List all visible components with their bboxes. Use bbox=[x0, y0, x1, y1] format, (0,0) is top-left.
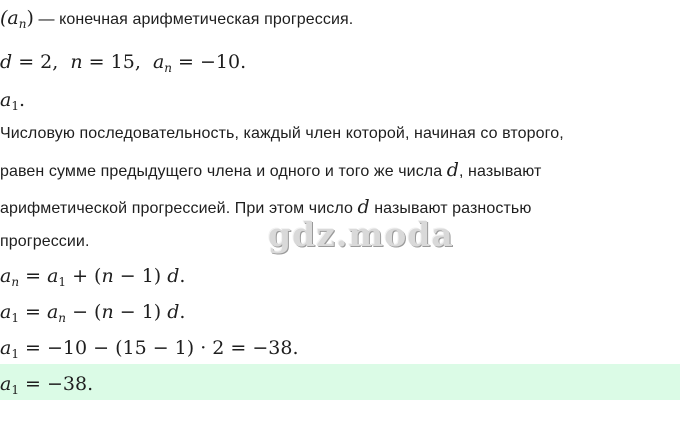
formula1-a1: a bbox=[47, 265, 59, 287]
find-sub: 1 bbox=[11, 99, 19, 113]
definition-line-2-var: d bbox=[446, 159, 459, 181]
intro-a: (a bbox=[0, 7, 19, 29]
given-d: d bbox=[0, 51, 13, 73]
definition-line-4: прогрессии. bbox=[0, 233, 90, 250]
formula1-lhs: a bbox=[0, 265, 12, 287]
answer-lhs-sub: 1 bbox=[11, 383, 19, 397]
definition-line-2 bbox=[0, 158, 541, 182]
formula2-n: n bbox=[101, 301, 114, 323]
formula2-d: d bbox=[167, 301, 180, 323]
formula1-end: . bbox=[179, 265, 186, 287]
definition-line-3-after: называют разностью bbox=[369, 200, 532, 217]
find-line bbox=[0, 88, 25, 118]
definition-line-2-before: равен сумме предыдущего члена и одного и того же числа bbox=[0, 163, 447, 180]
given-a: a bbox=[152, 51, 165, 73]
given-a-sub: n bbox=[164, 61, 172, 75]
formula1-eq: = bbox=[19, 265, 48, 287]
formula3-lhs-sub: 1 bbox=[11, 347, 19, 361]
answer-line bbox=[0, 372, 93, 402]
formula1-lhs-sub: n bbox=[11, 275, 20, 289]
formula-calculation bbox=[0, 336, 299, 366]
intro-close: ) bbox=[26, 7, 34, 29]
formula1-n: n bbox=[101, 265, 114, 287]
formula-first-term bbox=[0, 300, 185, 330]
formula1-a1-sub: 1 bbox=[58, 275, 67, 289]
given-line bbox=[0, 50, 246, 80]
definition-line-2-after: , называют bbox=[458, 163, 542, 180]
answer-lhs: a bbox=[0, 373, 12, 395]
formula3-rhs: = −10 − (15 − 1) · 2 = −38. bbox=[18, 337, 299, 359]
intro-line bbox=[0, 6, 353, 36]
formula1-mid: − 1) bbox=[113, 265, 168, 287]
given-a-value: = −10. bbox=[172, 51, 247, 73]
formula2-an-sub: n bbox=[58, 311, 67, 325]
intro-text: — конечная арифметическая прогрессия. bbox=[33, 11, 354, 28]
intro-sub: n bbox=[18, 17, 27, 31]
formula2-an: a bbox=[46, 301, 59, 323]
given-d-value: = 2, bbox=[12, 51, 71, 73]
definition-line-3-before: арифметической прогрессией. При этом число bbox=[0, 200, 358, 217]
answer-highlight bbox=[0, 364, 680, 400]
find-dot: . bbox=[18, 89, 26, 111]
definition-line-3-var: d bbox=[357, 196, 370, 218]
given-n-value: = 15, bbox=[82, 51, 153, 73]
find-a: a bbox=[0, 89, 12, 111]
formula2-lhs: a bbox=[0, 301, 12, 323]
formula-general-term bbox=[0, 264, 185, 294]
formula2-mid: − 1) bbox=[113, 301, 168, 323]
formula2-eq: = bbox=[18, 301, 47, 323]
answer-rhs: = −38. bbox=[18, 373, 94, 395]
formula2-open: − ( bbox=[66, 301, 102, 323]
formula2-lhs-sub: 1 bbox=[11, 311, 19, 325]
formula1-d: d bbox=[167, 265, 180, 287]
formula2-end: . bbox=[179, 301, 186, 323]
formula3-lhs: a bbox=[0, 337, 12, 359]
formula1-open: + ( bbox=[66, 265, 102, 287]
given-n: n bbox=[70, 51, 83, 73]
watermark-logo: gdz.moda bbox=[268, 215, 454, 254]
definition-line-1: Числовую последовательность, каждый член которой, начиная со второго, bbox=[0, 125, 564, 142]
